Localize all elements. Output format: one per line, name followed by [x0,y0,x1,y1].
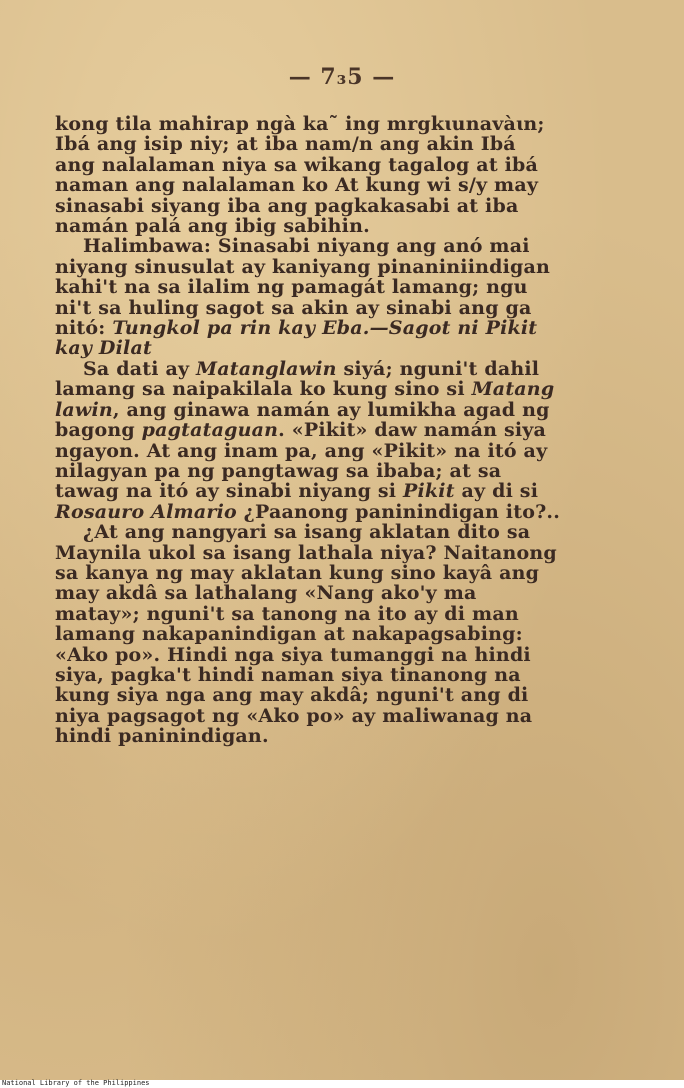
library-credit: National Library of the Philippines [2,1079,150,1087]
paragraph-text: , ang ginawa namán ay lumikha agad ng bagong [55,398,550,442]
italic-text: Tungkol pa rin kay Eba.—Sagot ni Pikit kay Dilat [55,317,538,360]
paragraph [55,114,562,236]
paragraph-text: Halimbawa: Sinasabi niyang ang anó mai niyang sinusulat ay kaniyang pinaniniindigan kahi't na sa ilalim ng pamagát lamang; ngu ni't sa huling sagot sa akin ay sinabi ang ga nitó: [55,235,551,340]
body-text [55,114,562,747]
paragraph [55,522,562,746]
italic-text: Pikit [403,480,455,503]
italic-text: Rosauro Almario [55,500,237,523]
page-number: — 7₃5 — [288,64,396,90]
italic-text: Matang lawin [55,378,555,421]
paragraph-text: . «Pikit» daw namán siya ngayon. At ang inam pa, ang «Pikit» na itó ay nilagyan pa ng pangtawag sa ibaba; at sa tawag na itó ay sinabi niyang si [55,419,548,503]
paragraph-text: ¿At ang nangyari sa isang aklatan dito sa Maynila ukol sa isang lathala niya? Naitanong sa kanya ng may aklatan kung sino kayâ ang may akdâ sa lathalang «Nang ako'y ma matay»; nguni't sa tanong na ito ay di man lamang nakapanindigan at nakapagsabing: «Ako po». Hindi nga siya tumanggi na hindi siya, pagka't hindi naman siya tinanong na kung siya nga ang may akdâ; nguni't ang di niya pagsagot ng «Ako po» ay maliwanag na hindi paninindigan. [55,521,557,748]
paragraph-text: ¿Paanong paninindigan ito?.. [236,500,561,523]
paragraph [55,359,562,522]
italic-text: Matanglawin [196,357,337,380]
italic-text: pagtataguan [141,419,279,442]
paragraph-text: Sa dati ay [83,357,197,380]
paragraph-text: kong tila mahirap ngà ka˜ ing mrgkɩunavàɩn; [55,113,545,135]
paragraph-text: Ibá ang nalalaman niya sa wikang tagalog at ibá naman ang nalalaman ko [55,133,539,197]
paragraph-text: At kung wi s/y may sinasabi siyang iba ang pagkakasabi at iba namán palá ang ibig sabihin. [55,174,539,238]
paragraph-text: siyá; nguni't dahil lamang sa naipakilala ko kung sino si [55,357,540,401]
paragraph-text: Ibá ang isip niy; at iba nam/n ang akin [55,133,474,156]
paragraph-text: ay di si [454,480,539,503]
paragraph [55,236,562,358]
